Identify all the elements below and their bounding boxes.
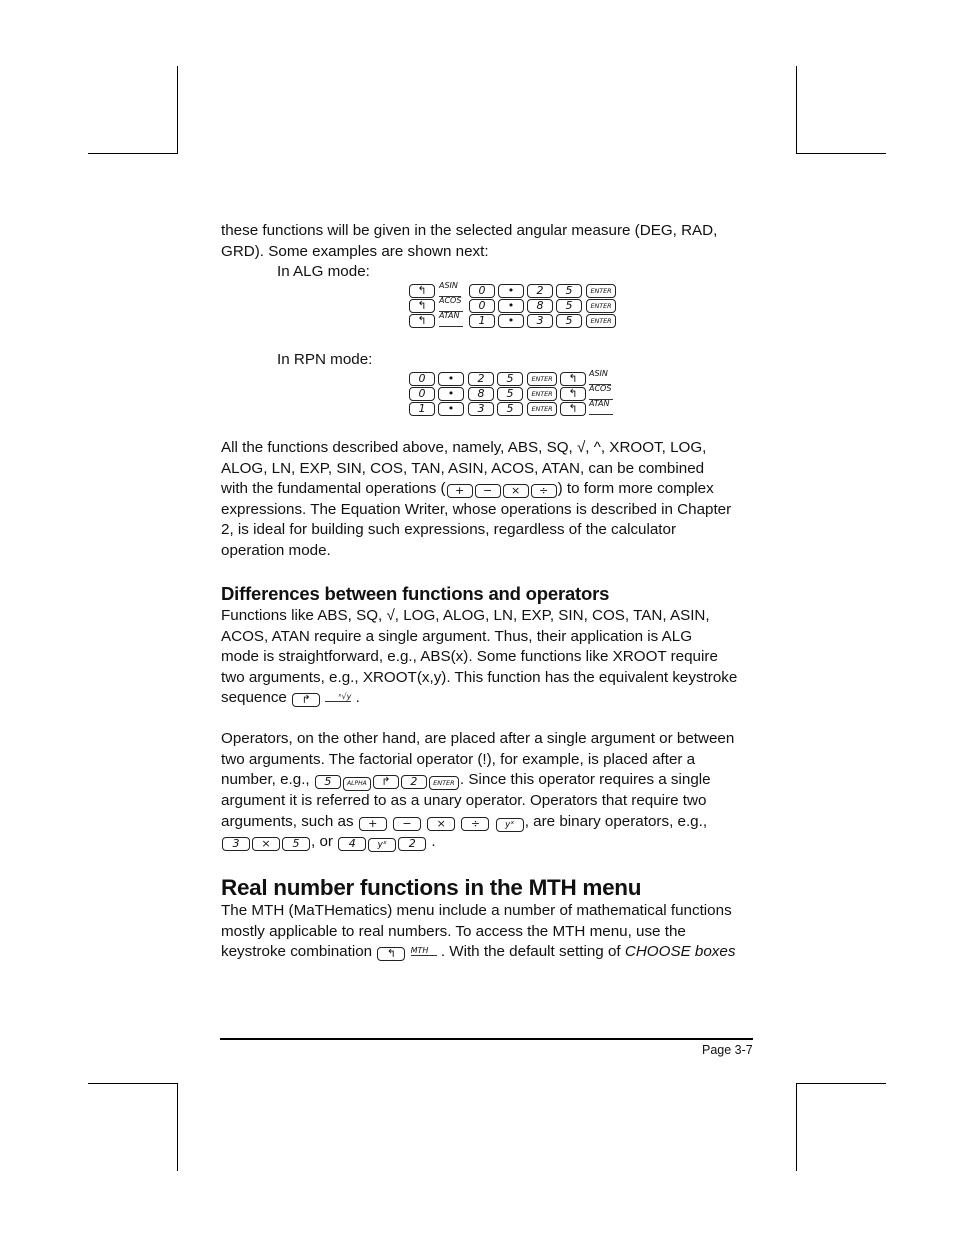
section-heading-differences: Differences between functions and operators (221, 583, 610, 604)
key-dot: • (438, 372, 464, 386)
crop-mark (796, 66, 797, 154)
key-5: 5 (315, 775, 341, 789)
key-8: 8 (527, 299, 553, 313)
text-line: mode is straightforward, e.g., ABS(x). Some functions like XROOT require (221, 648, 718, 665)
text-line: Operators, on the other hand, are placed after a single argument or between (221, 730, 735, 747)
enter-key: ENTER (586, 284, 616, 298)
text-line: ACOS, ATAN require a single argument. Thus, their application is ALG (221, 627, 693, 645)
times-key: × (252, 837, 280, 851)
key-2: 2 (468, 372, 494, 386)
key-1: 1 (409, 402, 435, 416)
key-dot: • (498, 284, 524, 298)
plus-key: + (359, 817, 387, 831)
key-dot: • (438, 402, 464, 416)
key-2: 2 (401, 775, 427, 789)
text-run: sequence (221, 689, 287, 706)
atan-label: ATAN (439, 311, 460, 320)
minus-key: − (475, 484, 501, 498)
key-8: 8 (468, 387, 494, 401)
text-line: expressions. The Equation Writer, whose operations is described in Chapter (221, 500, 732, 518)
times-key: × (427, 817, 455, 831)
asin-label: ASIN (589, 369, 608, 378)
divide-key: ÷ (531, 484, 557, 498)
intro-line: GRD). Some examples are shown next: (221, 242, 489, 260)
text-line (221, 812, 761, 833)
intro-line: these functions will be given in the selected angular measure (DEG, RAD, (221, 222, 718, 239)
label-underline (439, 326, 463, 327)
text-run: ) to form more complex (557, 480, 714, 497)
enter-key: ENTER (586, 299, 616, 313)
text-run: arguments, such as (221, 812, 354, 830)
intro-paragraph (221, 221, 761, 262)
key-5: 5 (497, 387, 523, 401)
acos-label: ACOS (589, 384, 612, 393)
text-line (221, 770, 761, 791)
text-line: two arguments. The factorial operator (!), for example, is placed after a (221, 750, 696, 768)
crop-mark (88, 1083, 178, 1084)
power-key: yˣ (496, 818, 524, 832)
text-run: number, e.g., (221, 771, 310, 788)
key-5: 5 (556, 299, 582, 313)
text-line: ALOG, LN, EXP, SIN, COS, TAN, ASIN, ACOS, ATAN, can be combined (221, 459, 705, 477)
alg-mode-label: In ALG mode: (277, 263, 370, 280)
key-0: 0 (469, 299, 495, 313)
key-4: 4 (338, 837, 366, 851)
right-shift-key: ↱ (292, 693, 320, 707)
key-1: 1 (469, 314, 495, 328)
acos-label: ACOS (439, 296, 462, 305)
text-line (221, 479, 761, 500)
text-run: with the fundamental operations ( (221, 480, 446, 497)
left-shift-key: ↰ (560, 372, 586, 386)
key-5: 5 (556, 314, 582, 328)
text-run: . (431, 833, 436, 850)
section-heading-mth: Real number functions in the MTH menu (221, 875, 642, 900)
text-line: 2, is ideal for building such expressions, regardless of the calculator (221, 521, 677, 538)
right-shift-key: ↱ (373, 775, 399, 789)
left-shift-key: ↰ (377, 947, 405, 961)
minus-key: − (393, 817, 421, 831)
atan-label: ATAN (589, 399, 610, 408)
text-run: keystroke combination (221, 943, 373, 960)
plus-key: + (447, 484, 473, 498)
text-line: Functions like ABS, SQ, √, LOG, ALOG, LN, EXP, SIN, COS, TAN, ASIN, (221, 607, 710, 624)
key-2: 2 (527, 284, 553, 298)
footer-rule (220, 1038, 753, 1040)
text-run: , are binary operators, e.g., (524, 812, 708, 830)
crop-mark (177, 1083, 178, 1171)
text-line (221, 688, 761, 709)
text-run: , or (311, 833, 333, 850)
enter-key: ENTER (527, 372, 557, 386)
key-dot: • (438, 387, 464, 401)
operators-paragraph (221, 729, 761, 853)
key-0: 0 (409, 387, 435, 401)
label-underline (589, 414, 613, 415)
text-line: two arguments, e.g., XROOT(x,y). This function has the equivalent keystroke (221, 668, 738, 686)
text-run: . (355, 689, 360, 706)
enter-key: ENTER (527, 387, 557, 401)
text-run: . Since this operator requires a single (459, 771, 711, 788)
xroot-label: ˣ√y (325, 692, 351, 702)
text-line: All the functions described above, namely, ABS, SQ, √, ^, XROOT, LOG, (221, 439, 707, 456)
key-3: 3 (527, 314, 553, 328)
enter-key: ENTER (429, 776, 459, 790)
crop-mark (88, 153, 178, 154)
choose-boxes-emphasis: CHOOSE boxes (624, 943, 736, 960)
key-5: 5 (497, 372, 523, 386)
crop-mark (796, 1083, 886, 1084)
key-dot: • (498, 314, 524, 328)
left-shift-key: ↰ (560, 387, 586, 401)
differences-paragraph (221, 606, 761, 709)
key-0: 0 (409, 372, 435, 386)
text-line: operation mode. (221, 541, 331, 559)
enter-key: ENTER (586, 314, 616, 328)
key-2: 2 (398, 837, 426, 851)
enter-key: ENTER (527, 402, 557, 416)
alpha-key: ALPHA (343, 777, 371, 791)
key-dot: • (498, 299, 524, 313)
key-5: 5 (497, 402, 523, 416)
crop-mark (796, 153, 886, 154)
crop-mark (796, 1083, 797, 1171)
text-line: argument it is referred to as a unary operator. Operators that require two (221, 792, 707, 809)
mth-label: MTH (411, 946, 437, 956)
divide-key: ÷ (461, 817, 489, 831)
left-shift-key: ↰ (409, 284, 435, 298)
key-0: 0 (469, 284, 495, 298)
left-shift-key: ↰ (560, 402, 586, 416)
page-number: Page 3-7 (702, 1043, 753, 1057)
times-key: × (503, 484, 529, 498)
text-line (221, 942, 761, 963)
rpn-mode-label: In RPN mode: (277, 351, 373, 368)
crop-mark (177, 66, 178, 154)
key-5: 5 (282, 837, 310, 851)
mth-paragraph (221, 901, 761, 963)
text-line: mostly applicable to real numbers. To access the MTH menu, use the (221, 922, 686, 940)
key-5: 5 (556, 284, 582, 298)
key-3: 3 (468, 402, 494, 416)
left-shift-key: ↰ (409, 314, 435, 328)
asin-label: ASIN (439, 281, 458, 290)
power-key: yˣ (368, 838, 396, 852)
text-line: The MTH (MaTHematics) menu include a number of mathematical functions (221, 902, 732, 919)
text-run: . With the default setting of (440, 943, 621, 960)
functions-paragraph (221, 438, 761, 561)
key-3: 3 (222, 837, 250, 851)
left-shift-key: ↰ (409, 299, 435, 313)
text-line (221, 832, 761, 853)
